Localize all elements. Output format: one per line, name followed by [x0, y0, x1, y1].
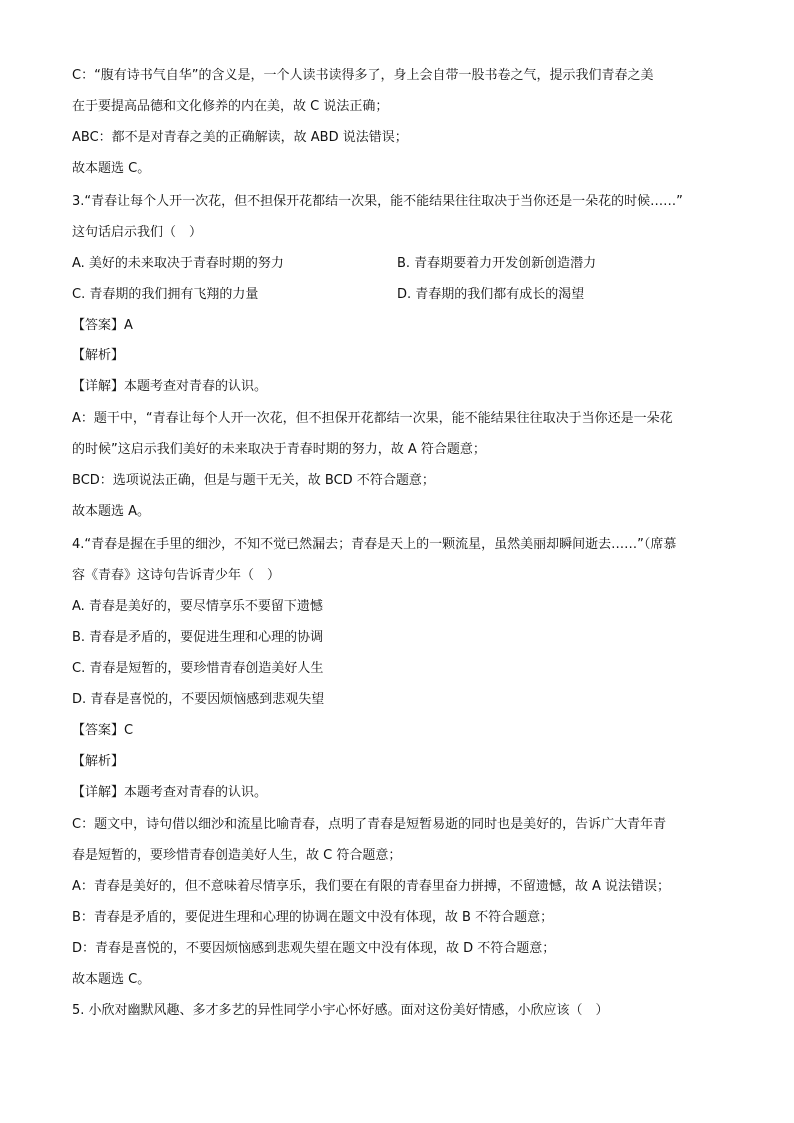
text-line: C：“腹有诗书气自华”的含义是，一个人读书读得多了，身上会自带一股书卷之气，提示我们青春之美 [72, 68, 654, 83]
question-3-option-b: B. 青春期要着力开发创新创造潜力 [397, 256, 597, 271]
text-line: 在于要提高品德和文化修养的内在美，故 C 说法正确； [72, 99, 389, 114]
question-3-option-c: C. 青春期的我们拥有飞翔的力量 [72, 287, 259, 302]
question-4-explanation: 春是短暂的，要珍惜青春创造美好人生，故 C 符合题意； [72, 848, 402, 863]
question-4-stem: 4.“青春是握在手里的细沙，不知不觉已然漏去；青春是天上的一颗流星，虽然美丽却瞬间逝去……”（席慕 [72, 537, 677, 552]
question-3-stem-cont: 这句话启示我们（ ） [72, 225, 203, 240]
question-4-option-d: D. 青春是喜悦的，不要因烦恼感到悲观失望 [72, 692, 325, 707]
question-3-explanation: BCD：选项说法正确，但是与题干无关，故 BCD 不符合题意； [72, 473, 435, 488]
question-4-option-b: B. 青春是矛盾的，要促进生理和心理的协调 [72, 630, 324, 645]
question-3-analysis-heading: 【解析】 [72, 348, 125, 363]
question-3-option-d: D. 青春期的我们都有成长的渴望 [397, 287, 585, 302]
question-4-option-a: A. 青春是美好的，要尽情享乐不要留下遗憾 [72, 599, 323, 614]
question-3-conclusion: 故本题选 A。 [72, 504, 151, 519]
question-4-detail-heading: 【详解】本题考查对青春的认识。 [72, 785, 268, 800]
question-4-analysis-heading: 【解析】 [72, 754, 125, 769]
question-4-stem-cont: 容《青春》这诗句告诉青少年（ ） [72, 568, 281, 583]
question-4-explanation: C：题文中，诗句借以细沙和流星比喻青春，点明了青春是短暂易逝的同时也是美好的，告诉广大青年青 [72, 817, 667, 832]
text-line: 故本题选 C。 [72, 161, 151, 176]
question-4-explanation: A：青春是美好的，但不意味着尽情享乐，我们要在有限的青春里奋力拼搏，不留遗憾，故 A 说法错误； [72, 879, 671, 894]
question-3-stem: 3.“青春让每个人开一次花，但不担保开花都结一次果，能不能结果往往取决于当你还是一朵花的时候……” [72, 194, 683, 209]
question-4-answer: 【答案】C [72, 723, 134, 738]
question-3-detail-heading: 【详解】本题考查对青春的认识。 [72, 379, 268, 394]
question-4-explanation: D：青春是喜悦的，不要因烦恼感到悲观失望在题文中没有体现，故 D 不符合题意； [72, 941, 556, 956]
text-line: ABC：都不是对青春之美的正确解读，故 ABD 说法错误； [72, 130, 408, 145]
question-3-explanation: 的时候”这启示我们美好的未来取决于青春时期的努力，故 A 符合题意； [72, 442, 486, 457]
question-4-conclusion: 故本题选 C。 [72, 972, 151, 987]
question-3-answer: 【答案】A [72, 318, 133, 333]
question-3-option-a: A. 美好的未来取决于青春时期的努力 [72, 256, 284, 271]
question-4-option-c: C. 青春是短暂的，要珍惜青春创造美好人生 [72, 661, 324, 676]
question-3-explanation: A：题干中，“青春让每个人开一次花，但不担保开花都结一次果，能不能结果往往取决于当你还是一朵花 [72, 411, 673, 426]
question-4-explanation: B：青春是矛盾的，要促进生理和心理的协调在题文中没有体现，故 B 不符合题意； [72, 910, 554, 925]
question-5-stem: 5. 小欣对幽默风趣、多才多艺的异性同学小宇心怀好感。面对这份美好情感，小欣应该（ ） [72, 1003, 609, 1018]
